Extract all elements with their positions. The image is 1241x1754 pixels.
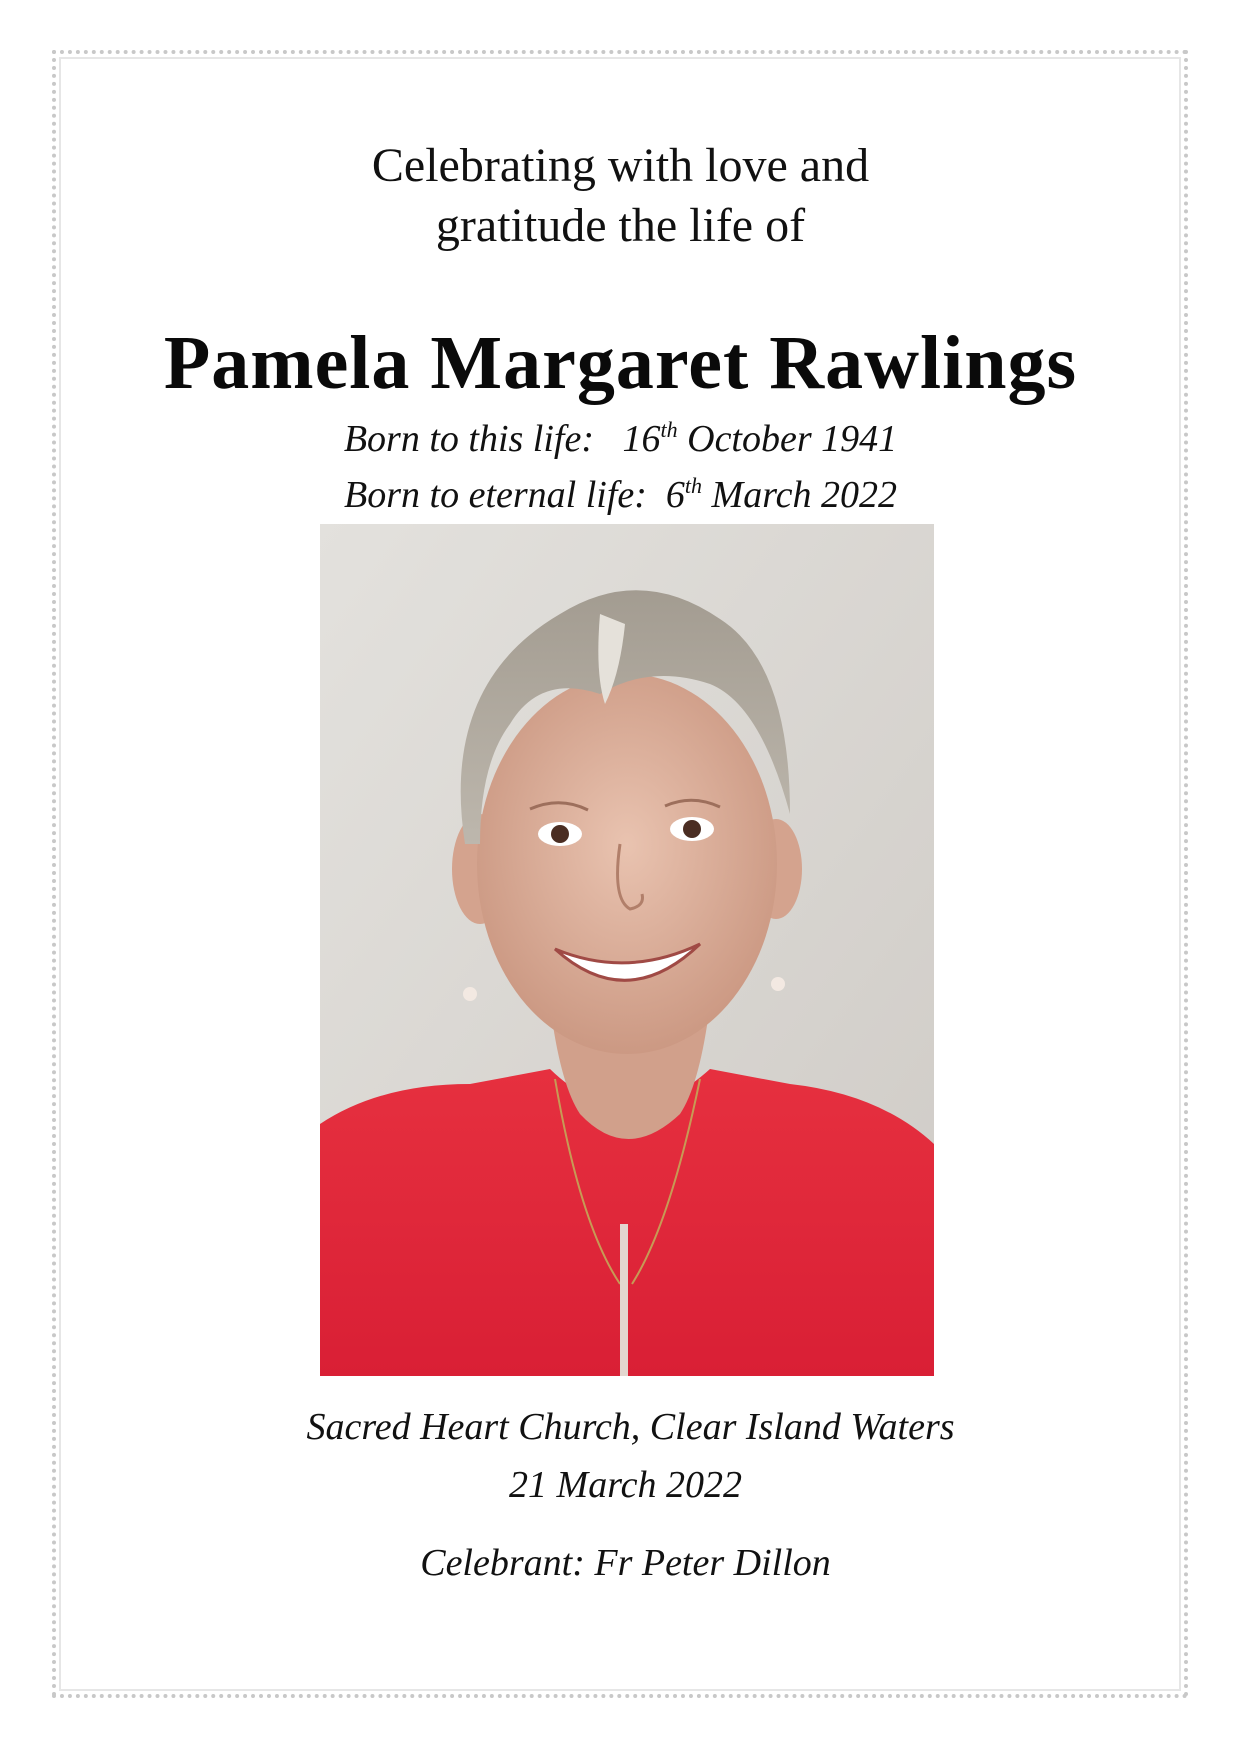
death-day-suffix: th — [684, 473, 703, 498]
portrait-photo — [320, 524, 934, 1376]
birth-day-suffix: th — [660, 417, 678, 442]
intro-line-1: Celebrating with love and — [371, 139, 870, 192]
birth-date-row — [0, 411, 1241, 467]
deceased-name: Pamela Margaret Rawlings — [163, 321, 1078, 405]
death-month-year: March 2022 — [711, 474, 897, 516]
service-details — [0, 1398, 1241, 1592]
service-date: 21 March 2022 — [509, 1464, 742, 1506]
death-day: 6 — [665, 474, 685, 516]
birth-month-year: October 1941 — [687, 418, 898, 460]
service-venue: Sacred Heart Church, Clear Island Waters — [306, 1406, 955, 1448]
life-dates — [0, 411, 1241, 523]
intro-line-2: gratitude the life of — [435, 199, 806, 252]
birth-label: Born to this life: — [343, 418, 594, 460]
death-label: Born to eternal life: — [344, 474, 647, 516]
birth-day: 16 — [622, 418, 661, 460]
death-date-row — [0, 467, 1241, 523]
service-celebrant: Celebrant: Fr Peter Dillon — [420, 1542, 831, 1584]
intro-heading — [0, 136, 1241, 256]
